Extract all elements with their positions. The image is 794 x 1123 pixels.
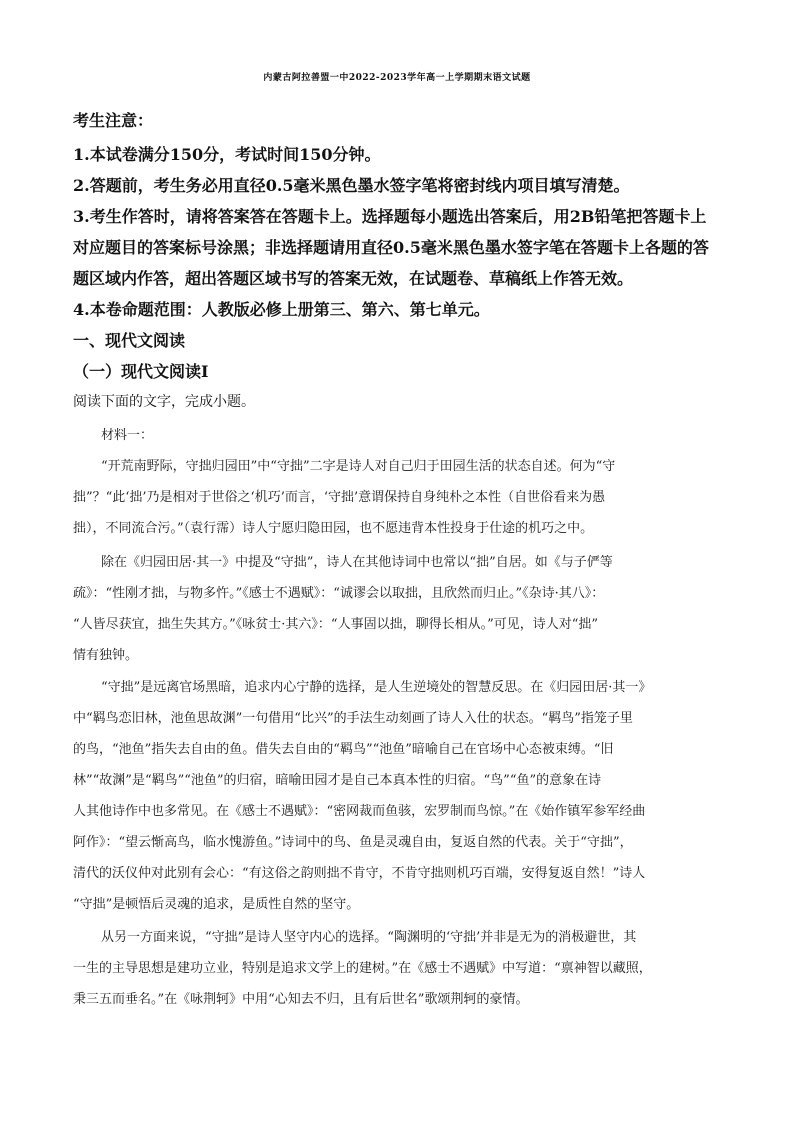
passage-line: 从另一方面来说，“守拙”是诗人坚守内心的选择。“陶渊明的‘守拙’并非是无为的消极避世，其 <box>101 930 637 945</box>
passage-line: 的鸟，“池鱼”指失去自由的鱼。借失去自由的“羁鸟”“池鱼”暗喻自己在官场中心态被束缚。“旧 <box>73 742 614 757</box>
subsection-heading: （一）现代文阅读Ⅰ <box>73 362 209 381</box>
passage-line: “守拙”是远离官场黑暗，追求内心宁静的选择，是人生逆境处的智慧反思。在《归园田居·其一》 <box>101 680 652 695</box>
passage-line: 人其他诗作中也多常见。在《感士不遇赋》：“密网裁而鱼骇，宏罗制而鸟惊。”在《始作镇军参军经曲 <box>73 804 646 819</box>
passage-line: 林”“故渊”是“羁鸟”“池鱼”的归宿，暗喻田园才是自己本真本性的归宿。“鸟”“鱼”的意象在诗 <box>73 773 602 788</box>
notice-line: 题区域内作答，超出答题区域书写的答案无效，在试题卷、草稿纸上作答无效。 <box>73 269 634 288</box>
passage-line: 中“羁鸟恋旧林，池鱼思故渊”一句借用“比兴”的手法生动刻画了诗人入仕的状态。“羁鸟”指笼子里 <box>73 711 633 726</box>
passage-line: “开荒南野际，守拙归园田”中“守拙”二字是诗人对自己归于田园生活的状态自述。何为“守 <box>101 459 616 474</box>
passage-line: 清代的沃仪仲对此别有会心：“有这俗之韵则拙不肯守，不肯守拙则机巧百端，安得复返自然！”诗人 <box>73 866 646 881</box>
notice-line: 2.答题前，考生务必用直径0.5毫米黑色墨水签字笔将密封线内项目填写清楚。 <box>73 176 630 195</box>
passage-line: 除在《归园田居·其一》中提及“守拙”，诗人在其他诗词中也常以“拙”自居。如《与子俨等 <box>101 555 613 570</box>
passage-line: 情有独钟。 <box>73 648 139 663</box>
notice-heading: 考生注意： <box>73 111 154 130</box>
notice-line: 对应题目的答案标号涂黑；非选择题请用直径0.5毫米黑色墨水签字笔在答题卡上各题的答 <box>73 238 709 257</box>
section-heading: 一、现代文阅读 <box>73 331 186 350</box>
passage-line: 阿作》：“望云惭高鸟，临水愧游鱼。”诗词中的鸟、鱼是灵魂自由，复返自然的代表。关于“守拙”， <box>73 835 633 850</box>
passage-line: 拙），不同流合污。”（袁行霈）诗人宁愿归隐田园，也不愿违背本性投身于仕途的机巧之中。 <box>73 521 594 536</box>
passage-line: “守拙”是顿悟后灵魂的追求，是质性自然的坚守。 <box>73 897 360 912</box>
page-title: 内蒙古阿拉善盟一中2022-2023学年高一上学期期末语文试题 <box>263 73 531 83</box>
notice-line: 3.考生作答时，请将答案答在答题卡上。选择题每小题选出答案后，用2B铅笔把答题卡上 <box>73 207 707 226</box>
passage-line: “人皆尽获宜，拙生失其方。”《咏贫士·其六》：“人事固以拙，聊得长相从。”可见，诗人对“拙” <box>73 617 599 632</box>
passage-line: 秉三五而垂名。”在《咏荆轲》中用“心知去不归，且有后世名”歌颂荆轲的豪情。 <box>73 992 529 1007</box>
material-label: 材料一： <box>101 428 154 443</box>
reading-instruction: 阅读下面的文字，完成小题。 <box>73 394 255 410</box>
notice-line: 4.本卷命题范围：人教版必修上册第三、第六、第七单元。 <box>73 300 490 319</box>
passage-line: 拙”？“此‘拙’乃是相对于世俗之‘机巧’而言，‘守拙’意谓保持自身纯朴之本性（自世俗看来为愚 <box>73 490 606 505</box>
notice-line: 1.本试卷满分150分，考试时间150分钟。 <box>73 145 381 164</box>
passage-line: 疏》：“性刚才拙，与物多忤。”《感士不遇赋》：“诚谬会以取拙，且欣然而归止。”《杂诗·其八》： <box>73 586 605 601</box>
passage-line: 一生的主导思想是建功立业，特别是追求文学上的建树。”在《感士不遇赋》中写道：“禀神智以藏照， <box>73 961 652 976</box>
